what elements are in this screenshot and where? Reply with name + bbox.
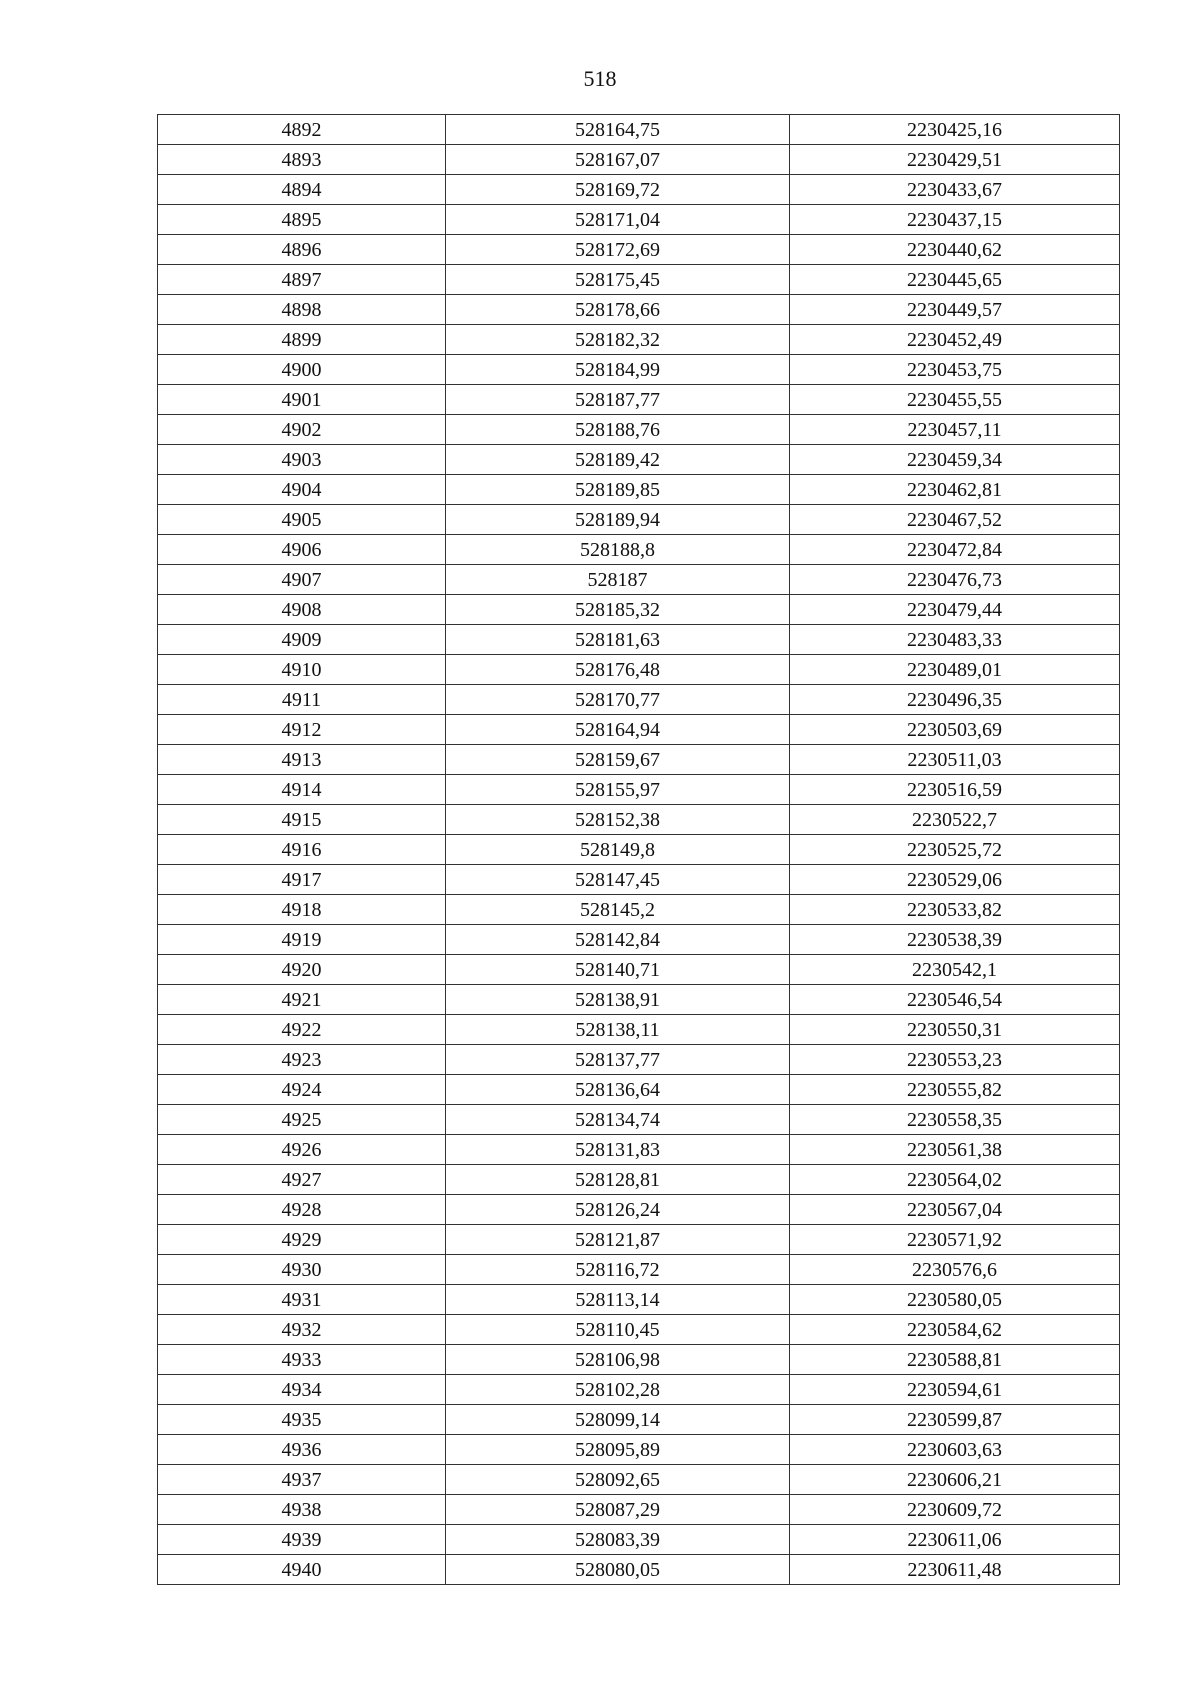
x-coordinate-cell: 528171,04 — [446, 205, 790, 235]
point-number-cell: 4903 — [158, 445, 446, 475]
point-number-cell: 4927 — [158, 1165, 446, 1195]
y-coordinate-cell: 2230479,44 — [790, 595, 1120, 625]
point-number-cell: 4932 — [158, 1315, 446, 1345]
table-row — [158, 1555, 1120, 1585]
x-coordinate-cell: 528095,89 — [446, 1435, 790, 1465]
table-row — [158, 385, 1120, 415]
x-coordinate-cell: 528102,28 — [446, 1375, 790, 1405]
y-coordinate-cell: 2230425,16 — [790, 115, 1120, 145]
table-row — [158, 1255, 1120, 1285]
table-row — [158, 595, 1120, 625]
x-coordinate-cell: 528142,84 — [446, 925, 790, 955]
x-coordinate-cell: 528149,8 — [446, 835, 790, 865]
y-coordinate-cell: 2230437,15 — [790, 205, 1120, 235]
table-row — [158, 1165, 1120, 1195]
x-coordinate-cell: 528169,72 — [446, 175, 790, 205]
table-row — [158, 475, 1120, 505]
point-number-cell: 4902 — [158, 415, 446, 445]
point-number-cell: 4926 — [158, 1135, 446, 1165]
point-number-cell: 4895 — [158, 205, 446, 235]
y-coordinate-cell: 2230553,23 — [790, 1045, 1120, 1075]
point-number-cell: 4909 — [158, 625, 446, 655]
y-coordinate-cell: 2230525,72 — [790, 835, 1120, 865]
point-number-cell: 4893 — [158, 145, 446, 175]
point-number-cell: 4892 — [158, 115, 446, 145]
point-number-cell: 4901 — [158, 385, 446, 415]
y-coordinate-cell: 2230457,11 — [790, 415, 1120, 445]
point-number-cell: 4894 — [158, 175, 446, 205]
point-number-cell: 4924 — [158, 1075, 446, 1105]
x-coordinate-cell: 528113,14 — [446, 1285, 790, 1315]
x-coordinate-cell: 528167,07 — [446, 145, 790, 175]
point-number-cell: 4923 — [158, 1045, 446, 1075]
y-coordinate-cell: 2230533,82 — [790, 895, 1120, 925]
point-number-cell: 4919 — [158, 925, 446, 955]
x-coordinate-cell: 528189,42 — [446, 445, 790, 475]
y-coordinate-cell: 2230522,7 — [790, 805, 1120, 835]
x-coordinate-cell: 528164,75 — [446, 115, 790, 145]
table-row — [158, 1195, 1120, 1225]
table-row — [158, 1105, 1120, 1135]
point-number-cell: 4899 — [158, 325, 446, 355]
table-row — [158, 145, 1120, 175]
x-coordinate-cell: 528099,14 — [446, 1405, 790, 1435]
point-number-cell: 4916 — [158, 835, 446, 865]
y-coordinate-cell: 2230611,48 — [790, 1555, 1120, 1585]
y-coordinate-cell: 2230429,51 — [790, 145, 1120, 175]
y-coordinate-cell: 2230606,21 — [790, 1465, 1120, 1495]
y-coordinate-cell: 2230440,62 — [790, 235, 1120, 265]
table-row — [158, 1315, 1120, 1345]
x-coordinate-cell: 528182,32 — [446, 325, 790, 355]
point-number-cell: 4898 — [158, 295, 446, 325]
y-coordinate-cell: 2230588,81 — [790, 1345, 1120, 1375]
y-coordinate-cell: 2230564,02 — [790, 1165, 1120, 1195]
point-number-cell: 4906 — [158, 535, 446, 565]
point-number-cell: 4911 — [158, 685, 446, 715]
x-coordinate-cell: 528187,77 — [446, 385, 790, 415]
y-coordinate-cell: 2230529,06 — [790, 865, 1120, 895]
point-number-cell: 4939 — [158, 1525, 446, 1555]
y-coordinate-cell: 2230483,33 — [790, 625, 1120, 655]
point-number-cell: 4905 — [158, 505, 446, 535]
table-row — [158, 1435, 1120, 1465]
y-coordinate-cell: 2230594,61 — [790, 1375, 1120, 1405]
point-number-cell: 4914 — [158, 775, 446, 805]
table-row — [158, 985, 1120, 1015]
point-number-cell: 4908 — [158, 595, 446, 625]
x-coordinate-cell: 528080,05 — [446, 1555, 790, 1585]
table-row — [158, 1465, 1120, 1495]
table-row — [158, 325, 1120, 355]
table-row — [158, 715, 1120, 745]
x-coordinate-cell: 528147,45 — [446, 865, 790, 895]
table-row — [158, 505, 1120, 535]
y-coordinate-cell: 2230476,73 — [790, 565, 1120, 595]
x-coordinate-cell: 528134,74 — [446, 1105, 790, 1135]
y-coordinate-cell: 2230496,35 — [790, 685, 1120, 715]
x-coordinate-cell: 528137,77 — [446, 1045, 790, 1075]
point-number-cell: 4900 — [158, 355, 446, 385]
table-row — [158, 1345, 1120, 1375]
page-number: 518 — [583, 66, 617, 91]
point-number-cell: 4918 — [158, 895, 446, 925]
point-number-cell: 4917 — [158, 865, 446, 895]
table-row — [158, 1045, 1120, 1075]
point-number-cell: 4922 — [158, 1015, 446, 1045]
point-number-cell: 4912 — [158, 715, 446, 745]
x-coordinate-cell: 528188,8 — [446, 535, 790, 565]
table-row — [158, 805, 1120, 835]
y-coordinate-cell: 2230576,6 — [790, 1255, 1120, 1285]
point-number-cell: 4940 — [158, 1555, 446, 1585]
point-number-cell: 4934 — [158, 1375, 446, 1405]
coordinates-table — [157, 114, 1120, 1585]
point-number-cell: 4929 — [158, 1225, 446, 1255]
y-coordinate-cell: 2230550,31 — [790, 1015, 1120, 1045]
y-coordinate-cell: 2230567,04 — [790, 1195, 1120, 1225]
point-number-cell: 4936 — [158, 1435, 446, 1465]
table-row — [158, 445, 1120, 475]
table-row — [158, 625, 1120, 655]
x-coordinate-cell: 528131,83 — [446, 1135, 790, 1165]
table-row — [158, 115, 1120, 145]
point-number-cell: 4910 — [158, 655, 446, 685]
y-coordinate-cell: 2230462,81 — [790, 475, 1120, 505]
x-coordinate-cell: 528172,69 — [446, 235, 790, 265]
y-coordinate-cell: 2230472,84 — [790, 535, 1120, 565]
x-coordinate-cell: 528184,99 — [446, 355, 790, 385]
point-number-cell: 4897 — [158, 265, 446, 295]
y-coordinate-cell: 2230445,65 — [790, 265, 1120, 295]
table-row — [158, 955, 1120, 985]
x-coordinate-cell: 528110,45 — [446, 1315, 790, 1345]
x-coordinate-cell: 528176,48 — [446, 655, 790, 685]
y-coordinate-cell: 2230455,55 — [790, 385, 1120, 415]
x-coordinate-cell: 528175,45 — [446, 265, 790, 295]
x-coordinate-cell: 528121,87 — [446, 1225, 790, 1255]
y-coordinate-cell: 2230449,57 — [790, 295, 1120, 325]
x-coordinate-cell: 528138,91 — [446, 985, 790, 1015]
y-coordinate-cell: 2230561,38 — [790, 1135, 1120, 1165]
table-row — [158, 1075, 1120, 1105]
point-number-cell: 4920 — [158, 955, 446, 985]
table-row — [158, 895, 1120, 925]
point-number-cell: 4921 — [158, 985, 446, 1015]
x-coordinate-cell: 528178,66 — [446, 295, 790, 325]
y-coordinate-cell: 2230546,54 — [790, 985, 1120, 1015]
point-number-cell: 4931 — [158, 1285, 446, 1315]
table-row — [158, 775, 1120, 805]
table-body — [158, 115, 1120, 1585]
y-coordinate-cell: 2230467,52 — [790, 505, 1120, 535]
point-number-cell: 4925 — [158, 1105, 446, 1135]
y-coordinate-cell: 2230503,69 — [790, 715, 1120, 745]
x-coordinate-cell: 528087,29 — [446, 1495, 790, 1525]
y-coordinate-cell: 2230459,34 — [790, 445, 1120, 475]
table-row — [158, 1525, 1120, 1555]
x-coordinate-cell: 528155,97 — [446, 775, 790, 805]
table-row — [158, 415, 1120, 445]
point-number-cell: 4913 — [158, 745, 446, 775]
x-coordinate-cell: 528188,76 — [446, 415, 790, 445]
point-number-cell: 4935 — [158, 1405, 446, 1435]
y-coordinate-cell: 2230611,06 — [790, 1525, 1120, 1555]
point-number-cell: 4896 — [158, 235, 446, 265]
y-coordinate-cell: 2230584,62 — [790, 1315, 1120, 1345]
point-number-cell: 4938 — [158, 1495, 446, 1525]
x-coordinate-cell: 528116,72 — [446, 1255, 790, 1285]
point-number-cell: 4930 — [158, 1255, 446, 1285]
y-coordinate-cell: 2230542,1 — [790, 955, 1120, 985]
table-row — [158, 685, 1120, 715]
y-coordinate-cell: 2230433,67 — [790, 175, 1120, 205]
y-coordinate-cell: 2230453,75 — [790, 355, 1120, 385]
table-row — [158, 835, 1120, 865]
table-row — [158, 1375, 1120, 1405]
table-row — [158, 655, 1120, 685]
table-row — [158, 175, 1120, 205]
x-coordinate-cell: 528181,63 — [446, 625, 790, 655]
table-row — [158, 1015, 1120, 1045]
point-number-cell: 4933 — [158, 1345, 446, 1375]
table-row — [158, 565, 1120, 595]
point-number-cell: 4928 — [158, 1195, 446, 1225]
point-number-cell: 4915 — [158, 805, 446, 835]
point-number-cell: 4907 — [158, 565, 446, 595]
x-coordinate-cell: 528126,24 — [446, 1195, 790, 1225]
table-row — [158, 205, 1120, 235]
y-coordinate-cell: 2230609,72 — [790, 1495, 1120, 1525]
table-row — [158, 1225, 1120, 1255]
y-coordinate-cell: 2230603,63 — [790, 1435, 1120, 1465]
y-coordinate-cell: 2230558,35 — [790, 1105, 1120, 1135]
y-coordinate-cell: 2230555,82 — [790, 1075, 1120, 1105]
table-row — [158, 1405, 1120, 1435]
x-coordinate-cell: 528152,38 — [446, 805, 790, 835]
table-row — [158, 535, 1120, 565]
table-row — [158, 265, 1120, 295]
table-row — [158, 1135, 1120, 1165]
x-coordinate-cell: 528185,32 — [446, 595, 790, 625]
table-row — [158, 355, 1120, 385]
x-coordinate-cell: 528106,98 — [446, 1345, 790, 1375]
x-coordinate-cell: 528083,39 — [446, 1525, 790, 1555]
x-coordinate-cell: 528189,94 — [446, 505, 790, 535]
x-coordinate-cell: 528145,2 — [446, 895, 790, 925]
x-coordinate-cell: 528189,85 — [446, 475, 790, 505]
y-coordinate-cell: 2230516,59 — [790, 775, 1120, 805]
table-row — [158, 745, 1120, 775]
y-coordinate-cell: 2230511,03 — [790, 745, 1120, 775]
point-number-cell: 4937 — [158, 1465, 446, 1495]
table-row — [158, 925, 1120, 955]
x-coordinate-cell: 528136,64 — [446, 1075, 790, 1105]
table-row — [158, 1495, 1120, 1525]
x-coordinate-cell: 528138,11 — [446, 1015, 790, 1045]
x-coordinate-cell: 528170,77 — [446, 685, 790, 715]
table-row — [158, 235, 1120, 265]
y-coordinate-cell: 2230571,92 — [790, 1225, 1120, 1255]
table-row — [158, 1285, 1120, 1315]
x-coordinate-cell: 528159,67 — [446, 745, 790, 775]
y-coordinate-cell: 2230599,87 — [790, 1405, 1120, 1435]
table-row — [158, 865, 1120, 895]
y-coordinate-cell: 2230489,01 — [790, 655, 1120, 685]
y-coordinate-cell: 2230538,39 — [790, 925, 1120, 955]
x-coordinate-cell: 528140,71 — [446, 955, 790, 985]
y-coordinate-cell: 2230580,05 — [790, 1285, 1120, 1315]
y-coordinate-cell: 2230452,49 — [790, 325, 1120, 355]
table-row — [158, 295, 1120, 325]
x-coordinate-cell: 528164,94 — [446, 715, 790, 745]
x-coordinate-cell: 528128,81 — [446, 1165, 790, 1195]
point-number-cell: 4904 — [158, 475, 446, 505]
x-coordinate-cell: 528187 — [446, 565, 790, 595]
x-coordinate-cell: 528092,65 — [446, 1465, 790, 1495]
